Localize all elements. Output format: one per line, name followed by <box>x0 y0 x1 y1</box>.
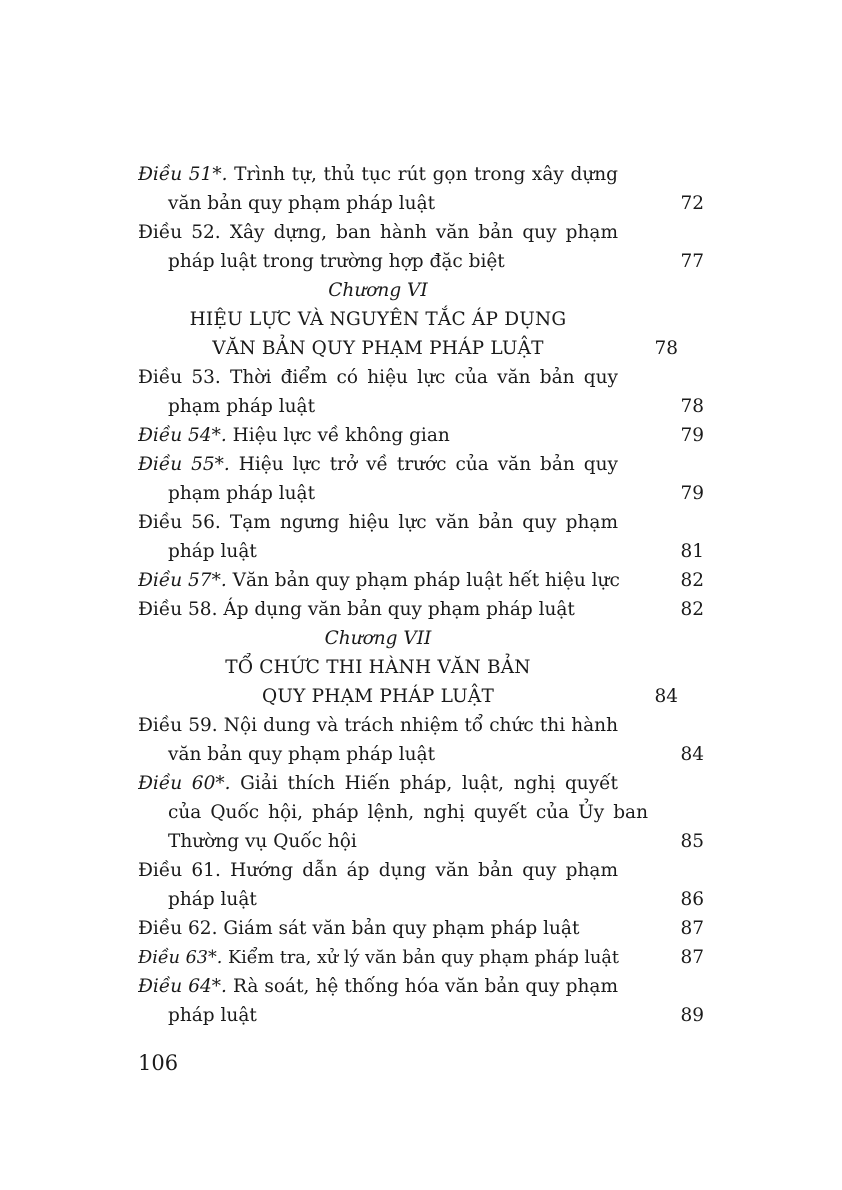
toc-row <box>138 943 704 972</box>
article-label: Điều 54*. <box>138 425 227 446</box>
toc-entry-text <box>138 566 644 595</box>
chapter-heading-row <box>138 276 704 305</box>
chapter-label: Chương VII <box>324 628 432 649</box>
toc-entry-text <box>138 363 618 392</box>
chapter-title: TỔ CHỨC THI HÀNH VĂN BẢN <box>225 657 531 678</box>
toc-row <box>138 769 704 798</box>
article-title-continuation: phạm pháp luật <box>168 396 316 417</box>
toc-row <box>138 740 704 769</box>
toc-entry-text <box>138 914 644 943</box>
article-title: Tạm ngưng hiệu lực văn bản quy phạm <box>229 512 618 533</box>
article-title-continuation: phạm pháp luật <box>168 483 316 504</box>
article-label: Điều 55*. <box>138 454 230 475</box>
toc-entry-text <box>138 972 618 1001</box>
article-label: Điều 51*. <box>138 164 228 185</box>
toc-row <box>138 885 704 914</box>
toc-entry-text <box>138 711 618 740</box>
article-label: Điều 61. <box>138 860 221 881</box>
toc-row <box>138 856 704 885</box>
chapter-label: Chương VI <box>328 280 428 301</box>
toc-row <box>138 711 704 740</box>
article-label: Điều 52. <box>138 222 221 243</box>
page-number: 82 <box>680 599 704 620</box>
page-number: 81 <box>680 541 704 562</box>
toc-row <box>138 450 704 479</box>
article-title: Giám sát văn bản quy phạm pháp luật <box>223 918 580 939</box>
article-title: Áp dụng văn bản quy phạm pháp luật <box>223 599 575 620</box>
toc-entry-text <box>138 856 618 885</box>
article-label: Điều 57*. <box>138 570 227 591</box>
article-title-continuation: pháp luật trong trường hợp đặc biệt <box>168 251 505 272</box>
toc-entry-text <box>138 944 644 973</box>
article-label: Điều 53. <box>138 367 221 388</box>
article-title: Hiệu lực trở về trước của văn bản quy <box>238 454 618 475</box>
article-title: Rà soát, hệ thống hóa văn bản quy phạm <box>232 976 618 997</box>
article-label: Điều 64*. <box>138 976 227 997</box>
article-label: Điều 59. <box>138 715 218 736</box>
toc-row <box>138 566 704 595</box>
article-title-continuation: pháp luật <box>168 889 257 910</box>
toc-row <box>138 1001 704 1030</box>
toc-row <box>138 392 704 421</box>
article-title-continuation: của Quốc hội, pháp lệnh, nghị quyết của Ủy ban <box>168 802 648 823</box>
page-number: 79 <box>680 483 704 504</box>
page-number: 86 <box>680 889 704 910</box>
toc-entry-text <box>138 450 618 479</box>
article-title-continuation: pháp luật <box>168 1005 257 1026</box>
article-title-continuation: pháp luật <box>168 541 257 562</box>
table-of-contents <box>138 160 704 1030</box>
page-number: 87 <box>680 947 704 968</box>
chapter-title: QUY PHẠM PHÁP LUẬT <box>261 686 495 707</box>
article-title: Hiệu lực về không gian <box>232 425 450 446</box>
toc-entry-text <box>138 508 618 537</box>
page-number: 72 <box>680 193 704 214</box>
chapter-heading-row <box>138 334 704 363</box>
article-title: Kiểm tra, xử lý văn bản quy phạm pháp luật <box>227 948 619 968</box>
toc-entry-text <box>138 769 618 798</box>
article-title: Thời điểm có hiệu lực của văn bản quy <box>230 367 618 388</box>
toc-entry-text <box>138 160 618 189</box>
toc-row <box>138 479 704 508</box>
article-title-continuation: Thường vụ Quốc hội <box>168 831 357 852</box>
chapter-title: VĂN BẢN QUY PHẠM PHÁP LUẬT <box>212 338 544 359</box>
toc-row <box>138 827 704 856</box>
article-title: Văn bản quy phạm pháp luật hết hiệu lực <box>232 570 620 591</box>
article-label: Điều 58. <box>138 599 218 620</box>
toc-entry-text <box>138 421 644 450</box>
page-number: 78 <box>680 396 704 417</box>
chapter-title: HIỆU LỰC VÀ NGUYÊN TẮC ÁP DỤNG <box>189 309 567 330</box>
toc-row <box>138 421 704 450</box>
article-title: Giải thích Hiến pháp, luật, nghị quyết <box>240 773 618 794</box>
footer-page-number: 106 <box>138 1051 179 1075</box>
page-number: 84 <box>654 686 678 707</box>
chapter-heading-row <box>138 682 704 711</box>
article-title-continuation: văn bản quy phạm pháp luật <box>168 744 436 765</box>
toc-row <box>138 537 704 566</box>
toc-row <box>138 363 704 392</box>
page-number: 82 <box>680 570 704 591</box>
toc-row <box>138 508 704 537</box>
toc-entry-text <box>138 595 644 624</box>
page-number: 77 <box>680 251 704 272</box>
page-number: 78 <box>654 338 678 359</box>
toc-row <box>138 160 704 189</box>
toc-row <box>138 218 704 247</box>
toc-row <box>138 189 704 218</box>
page-number: 89 <box>680 1005 704 1026</box>
page-number: 84 <box>680 744 704 765</box>
article-label: Điều 60*. <box>138 773 231 794</box>
article-title: Hướng dẫn áp dụng văn bản quy phạm <box>230 860 618 881</box>
chapter-heading-row <box>138 653 704 682</box>
page-number: 79 <box>680 425 704 446</box>
toc-entry-text <box>138 218 618 247</box>
page-number: 87 <box>680 918 704 939</box>
article-label: Điều 56. <box>138 512 221 533</box>
article-title-continuation: văn bản quy phạm pháp luật <box>168 193 436 214</box>
toc-row <box>138 247 704 276</box>
article-title: Nội dung và trách nhiệm tổ chức thi hành <box>223 715 618 736</box>
toc-row <box>138 595 704 624</box>
page-number: 85 <box>680 831 704 852</box>
toc-row <box>138 914 704 943</box>
toc-row <box>138 798 704 827</box>
article-label: Điều 63*. <box>138 948 223 968</box>
toc-row <box>138 972 704 1001</box>
chapter-heading-row <box>138 624 704 653</box>
article-title: Trình tự, thủ tục rút gọn trong xây dựng <box>234 164 618 185</box>
article-title: Xây dựng, ban hành văn bản quy phạm <box>229 222 618 243</box>
article-label: Điều 62. <box>138 918 218 939</box>
chapter-heading-row <box>138 305 704 334</box>
